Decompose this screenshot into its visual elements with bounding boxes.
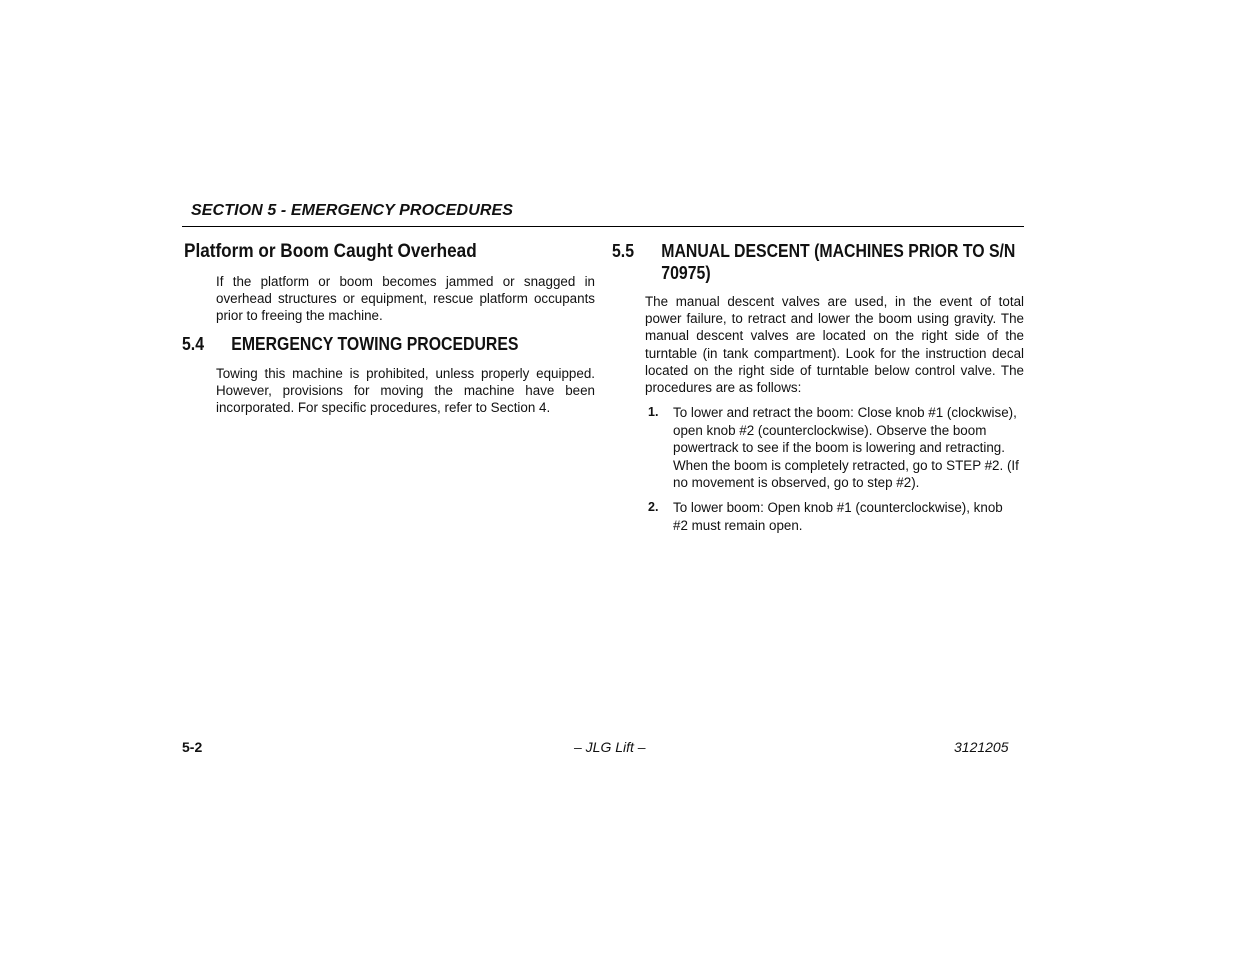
descent-heading-line-1 xyxy=(612,240,1015,262)
descent-heading-number: 5.5 xyxy=(612,241,635,261)
descent-heading xyxy=(612,240,1015,284)
section-header: SECTION 5 - EMERGENCY PROCEDURES xyxy=(191,202,514,219)
towing-heading-title: EMERGENCY TOWING PROCEDURES xyxy=(231,334,519,354)
descent-paragraph: The manual descent valves are used, in the event of total power failure, to retract and lower the boom using gravity. The manual descent valves are located on the right side of the turntable (in tank compartment). Look for the instruction decal located on the right side of turntable below control valve. The procedures are as follows: xyxy=(645,294,1024,396)
procedure-step xyxy=(648,404,1025,494)
document-number: 3121205 xyxy=(954,739,1009,755)
descent-heading-title: MANUAL DESCENT (MACHINES PRIOR TO S/N xyxy=(661,241,1016,261)
step-number: 2. xyxy=(648,500,659,514)
platform-heading: Platform or Boom Caught Overhead xyxy=(184,240,477,262)
page-number: 5-2 xyxy=(182,739,203,755)
step-text: To lower and retract the boom: Close knob #1 (clockwise), open knob #2 (counterclockwise). Observe the boom powertrack to see if the boom is lowering and retracting. When the boom is completely retracted, go to STEP #2. (If no movement is observed, go to step #2). xyxy=(673,405,1019,490)
towing-heading-number: 5.4 xyxy=(182,334,205,354)
descent-heading-line-2 xyxy=(612,262,1015,284)
descent-heading-continuation: 70975) xyxy=(661,263,711,283)
procedure-step xyxy=(648,499,1025,539)
footer-center-text: – JLG Lift – xyxy=(574,739,646,755)
towing-paragraph: Towing this machine is prohibited, unless properly equipped. However, provisions for moving the machine have been incorporated. For specific procedures, refer to Section 4. xyxy=(216,366,595,416)
step-number: 1. xyxy=(648,405,659,419)
towing-heading xyxy=(182,333,518,355)
header-divider xyxy=(182,226,1024,227)
platform-paragraph: If the platform or boom becomes jammed or snagged in overhead structures or equipment, rescue platform occupants prior to freeing the machine. xyxy=(216,274,595,324)
step-text: To lower boom: Open knob #1 (counterclockwise), knob #2 must remain open. xyxy=(673,500,1003,533)
